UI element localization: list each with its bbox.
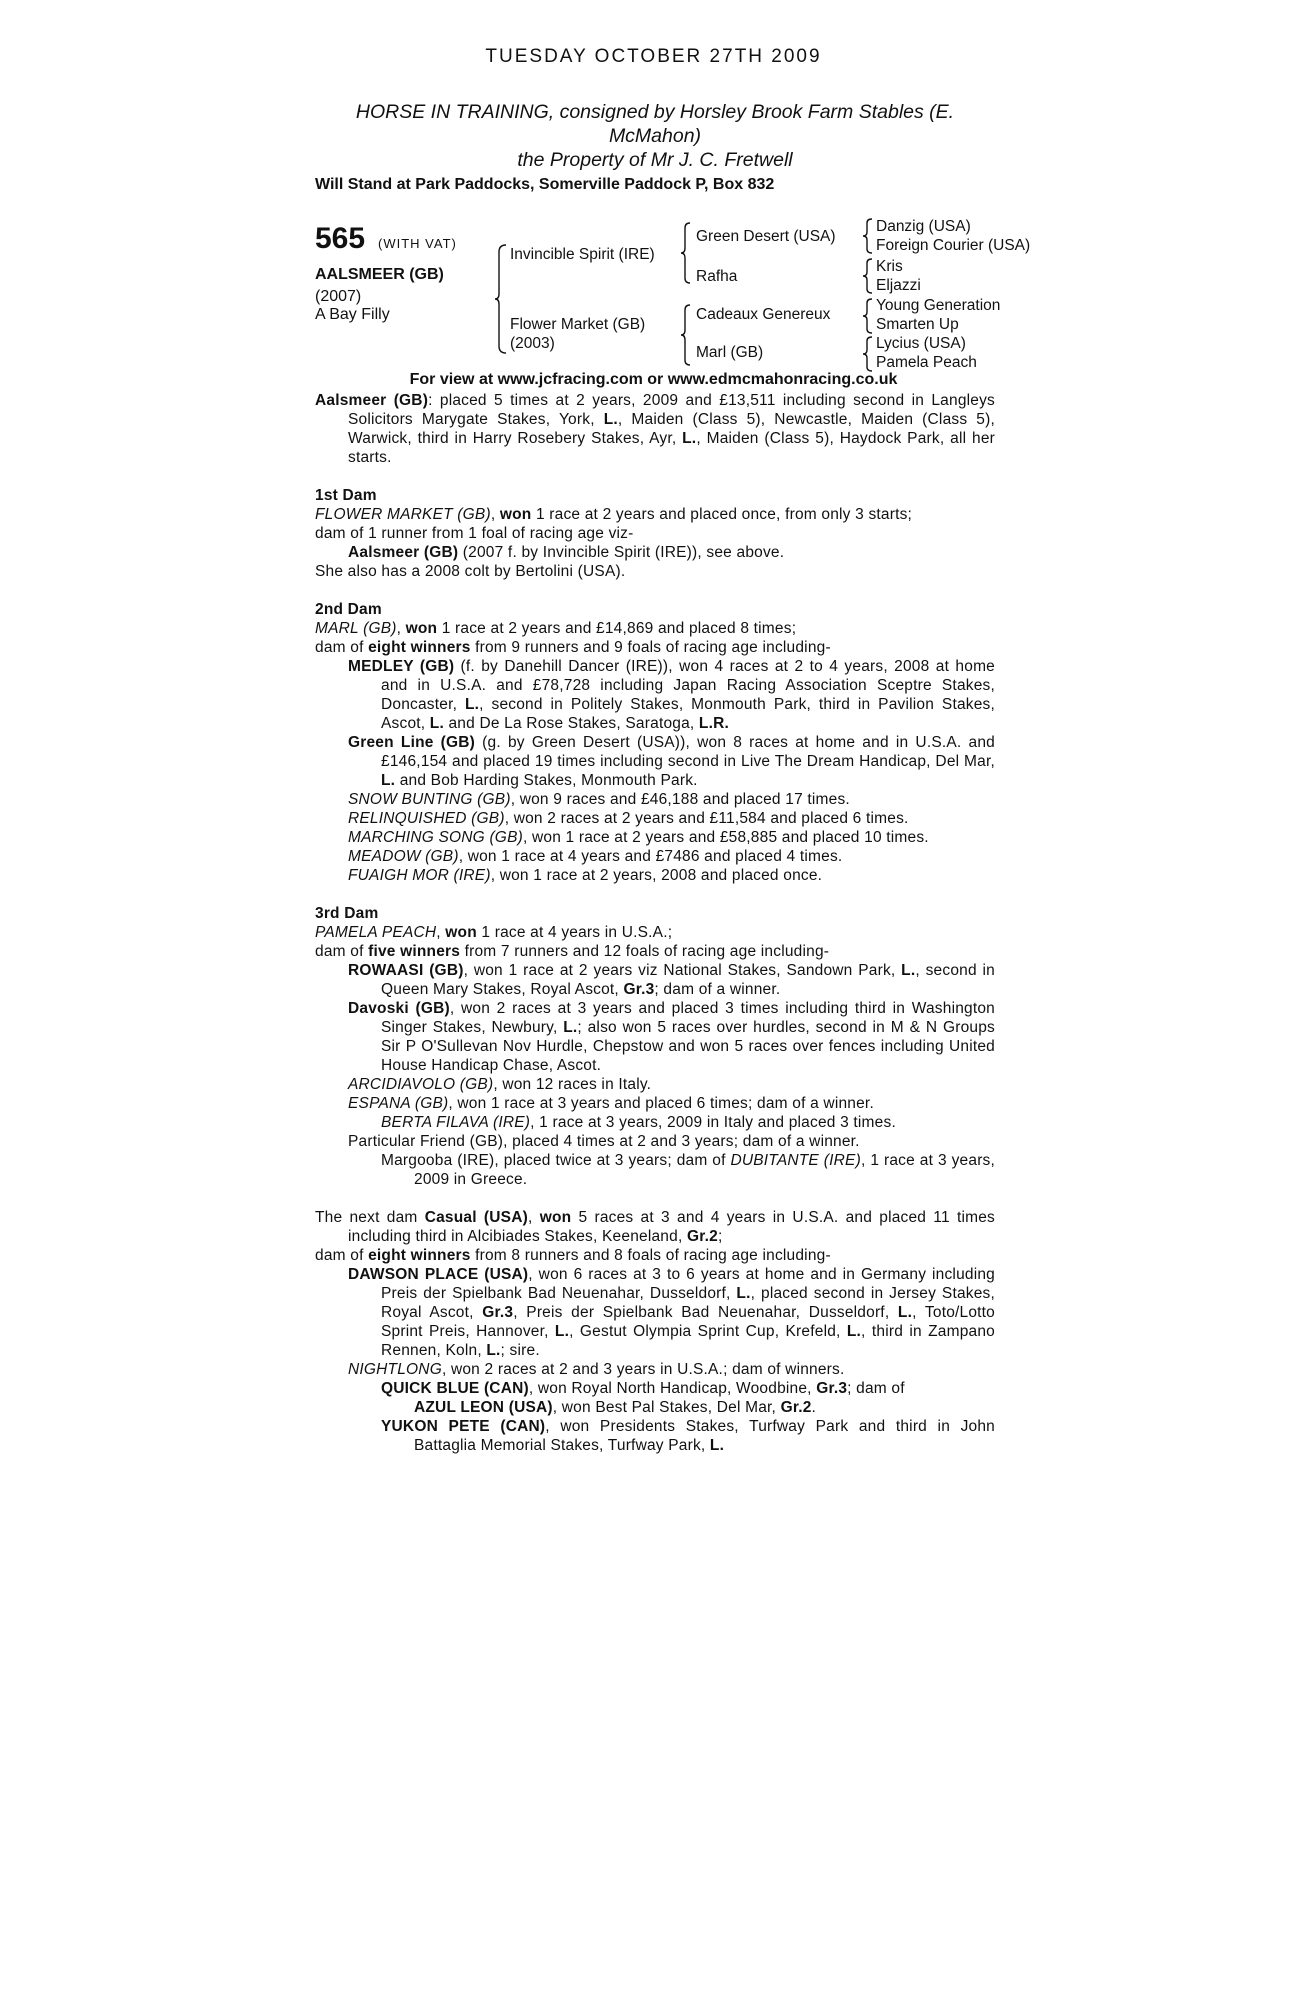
produce-text: , placed second in Jersey Stakes, Royal Ascot, (381, 1285, 995, 1321)
produce-entry (315, 733, 995, 790)
section-heading: 1st Dam (315, 487, 377, 504)
pedigree-sire-dam: Rafha (696, 268, 738, 285)
listed-mark: L. (429, 715, 444, 732)
dam-record-text: 5 races at 3 and 4 years in U.S.A. and placed 11 times including third in Alcibiades Stakes, Keeneland, (348, 1209, 996, 1245)
produce-entry (315, 847, 995, 866)
produce-name: SNOW BUNTING (GB) (348, 791, 511, 808)
listed-mark: L. (381, 772, 396, 789)
produce-summary (315, 942, 995, 961)
section-heading: 3rd Dam (315, 905, 379, 922)
listed-mark: L. (554, 1323, 570, 1340)
produce-text: , won 2 races at 3 years and placed 3 times including third in Washington Singer Stakes, Newbury, (381, 1000, 996, 1036)
produce-text: , won Royal North Handicap, Woodbine, (528, 1380, 817, 1397)
produce-text: , 1 race at 3 years, 2009 in Greece. (414, 1152, 996, 1188)
produce-entry (315, 1360, 995, 1379)
produce-name: FUAIGH MOR (IRE) (348, 867, 491, 884)
produce-name: DAWSON PLACE (USA) (348, 1266, 529, 1283)
produce-text: , won 1 race at 2 years, 2008 and placed once. (490, 867, 823, 884)
produce-text: , second in Politely Stakes, Monmouth Park, third in Pavilion Stakes, Ascot, (381, 696, 995, 732)
listed-mark: L. (897, 1304, 913, 1321)
produce-name: ESPANA (GB) (348, 1095, 449, 1112)
pedigree-brace-main (494, 244, 508, 354)
produce-text: . (811, 1399, 817, 1416)
consignment-block (315, 100, 995, 172)
listed-mark: L. (709, 1437, 725, 1454)
pedigree-dam-year: (2003) (510, 335, 555, 352)
produce-name: YUKON PETE (CAN) (381, 1418, 546, 1435)
produce-text: , won 1 race at 3 years and placed 6 times; dam of a winner. (448, 1095, 874, 1112)
dam-record-text: 1 race at 4 years in U.S.A.; (476, 924, 673, 941)
produce-name: ROWAASI (GB) (348, 962, 464, 979)
dam-record-text: 1 race at 2 years and placed once, from only 3 starts; (531, 506, 913, 523)
produce-entry (315, 543, 995, 562)
produce-name: RELINQUISHED (GB) (348, 810, 505, 827)
produce-text: ; dam of a winner. (654, 981, 781, 998)
produce-summary-text: dam of (315, 1247, 369, 1264)
produce-entry-second-gen (315, 1379, 995, 1398)
pedigree-g4: Eljazzi (876, 277, 921, 294)
produce-summary-text: from 8 runners and 8 foals of racing age including- (470, 1247, 831, 1264)
won-label: won (405, 620, 438, 637)
produce-text: , Gestut Olympia Sprint Cup, Krefeld, (569, 1323, 847, 1340)
pedigree-g5: Young Generation (876, 297, 1001, 314)
produce-name: QUICK BLUE (CAN) (381, 1380, 529, 1397)
dam-record-text: 1 race at 2 years and £14,869 and placed 8 times; (437, 620, 797, 637)
produce-entry (315, 1094, 995, 1113)
summary-text: , Maiden (Class 5), Haydock Park, all her starts. (348, 430, 995, 466)
produce-text: , won 1 race at 2 years and £58,885 and placed 10 times. (522, 829, 929, 846)
horse-year: (2007) (315, 288, 362, 305)
pedigree-g7: Lycius (USA) (876, 335, 966, 352)
group-mark: Gr.2 (686, 1228, 718, 1245)
third-dam-section (315, 904, 995, 1189)
produce-summary (315, 638, 995, 657)
first-dam-section (315, 486, 995, 581)
section-heading: 2nd Dam (315, 601, 382, 618)
produce-text: , won Presidents Stakes, Turfway Park and third in John Battaglia Memorial Stakes, Turfway Park, (414, 1418, 995, 1454)
pedigree-brace-sire (680, 222, 692, 284)
horse-description: A Bay Filly (315, 306, 390, 323)
pedigree-brace-g3 (862, 298, 874, 334)
pedigree-brace-g4 (862, 336, 874, 372)
dam-name: PAMELA PEACH (315, 924, 437, 941)
produce-text: , won 2 races at 2 and 3 years in U.S.A.; dam of winners. (441, 1361, 845, 1378)
winners-count: eight winners (368, 639, 471, 656)
produce-name: NIGHTLONG (348, 1361, 442, 1378)
produce-text: , second in Queen Mary Stakes, Royal Ascot, (381, 962, 995, 998)
winners-count: eight winners (368, 1247, 471, 1264)
produce-text: , won 2 races at 2 years and £11,584 and placed 6 times. (504, 810, 909, 827)
horse-summary (315, 391, 995, 467)
produce-text: , Toto/Lotto Sprint Preis, Hannover, (381, 1304, 995, 1340)
produce-entry-second-gen (315, 1417, 995, 1455)
next-dam-section (315, 1208, 995, 1455)
produce-text: , won 12 races in Italy. (493, 1076, 652, 1093)
listed-mark: L. (603, 411, 618, 428)
pedigree-brace-dam (680, 304, 692, 366)
produce-text: , won 9 races and £46,188 and placed 17 times. (510, 791, 850, 808)
produce-text: (g. by Green Desert (USA)), won 8 races at home and in U.S.A. and £146,154 and placed 19 times including second in Live The Dream Handicap, Del Mar, (381, 734, 995, 770)
dam-record: The next dam Casual (USA), won 5 races at 3 and 4 years in U.S.A. and placed 11 times including third in Alcibiades Stakes, Keeneland, Gr.2; (315, 1209, 996, 1245)
pedigree-brace-g2 (862, 258, 874, 294)
produce-text: , won 1 race at 2 years viz National Stakes, Sandown Park, (463, 962, 902, 979)
listed-mark: L. (682, 430, 697, 447)
consignor-line: HORSE IN TRAINING, consigned by Horsley Brook Farm Stables (E. McMahon) (355, 101, 955, 147)
group-mark: Gr.3 (816, 1380, 848, 1397)
dam-record: MARL (GB), won 1 race at 2 years and £14,869 and placed 8 times; (315, 620, 797, 637)
stabling-line: Will Stand at Park Paddocks, Somerville Paddock P, Box 832 (315, 176, 775, 193)
produce-text: , won Best Pal Stakes, Del Mar, (552, 1399, 781, 1416)
summary-text: , Maiden (Class 5), Newcastle, Maiden (Class 5), Warwick, third in Harry Rosebery Stakes, Ayr, (348, 411, 996, 447)
produce-name: MEADOW (GB) (348, 848, 459, 865)
produce-text: , Preis der Spielbank Bad Neuenahar, Dusseldorf, (513, 1304, 898, 1321)
produce-summary-text: from 7 runners and 12 foals of racing age including- (460, 943, 830, 960)
listed-mark: L. (846, 1323, 862, 1340)
produce-name: BERTA FILAVA (IRE) (381, 1114, 531, 1131)
produce-text: (2007 f. by Invincible Spirit (IRE)), see above. (458, 544, 785, 561)
produce-text: ; dam of (847, 1380, 905, 1397)
pedigree-dam-dam: Marl (GB) (696, 344, 764, 361)
produce-text: and De La Rose Stakes, Saratoga, (443, 715, 699, 732)
produce-entry: Particular Friend (GB), placed 4 times at 2 and 3 years; dam of a winner. (348, 1133, 860, 1150)
listed-mark: L. (563, 1019, 578, 1036)
pedigree-g3: Kris (876, 258, 903, 275)
pedigree-dam: Flower Market (GB) (510, 316, 646, 333)
produce-name: AZUL LEON (USA) (414, 1399, 553, 1416)
won-label: won (499, 506, 532, 523)
dam-name: MARL (GB) (315, 620, 397, 637)
produce-summary: dam of 1 runner from 1 foal of racing age viz- (315, 525, 634, 542)
produce-text: , won 6 races at 3 to 6 years at home and in Germany including Preis der Spielbank Bad Neuenahar, Dusseldorf, (381, 1266, 996, 1302)
produce-entry (315, 828, 995, 847)
pedigree-brace-g1 (862, 218, 874, 254)
produce-entry (315, 1265, 995, 1360)
summary-text: : placed 5 times at 2 years, 2009 and £13,511 including second in Langleys Solicitors Marygate Stakes, York, (348, 392, 996, 428)
winners-count: five winners (368, 943, 461, 960)
produce-entry (315, 961, 995, 999)
produce-summary-text: from 9 runners and 9 foals of racing age including- (470, 639, 831, 656)
produce-entry-second-gen (315, 1113, 995, 1132)
produce-name: Green Line (GB) (348, 734, 476, 751)
pedigree-g8: Pamela Peach (876, 354, 977, 371)
produce-name: DUBITANTE (IRE) (730, 1152, 861, 1169)
listed-mark: L. (901, 962, 916, 979)
pedigree-sire-sire: Green Desert (USA) (696, 228, 836, 245)
won-label: won (539, 1209, 572, 1226)
produce-summary-text: dam of (315, 639, 369, 656)
group-mark: Gr.3 (482, 1304, 514, 1321)
property-line: the Property of Mr J. C. Fretwell (517, 149, 793, 171)
pedigree-g1: Danzig (USA) (876, 218, 971, 235)
produce-name: Aalsmeer (GB) (348, 544, 459, 561)
produce-name: MEDLEY (GB) (348, 658, 455, 675)
produce-entry (315, 866, 995, 885)
dam-record: FLOWER MARKET (GB), won 1 race at 2 years and placed once, from only 3 starts; (315, 506, 913, 523)
vat-note: (WITH VAT) (378, 236, 457, 251)
produce-note: She also has a 2008 colt by Bertolini (USA). (315, 563, 626, 580)
produce-entry (315, 1075, 995, 1094)
sale-date: TUESDAY OCTOBER 27TH 2009 (485, 46, 822, 67)
catalogue-body (315, 391, 995, 1455)
dam-name: FLOWER MARKET (GB) (315, 506, 491, 523)
listed-mark: L. (464, 696, 480, 713)
dam-record: PAMELA PEACH, won 1 race at 4 years in U.S.A.; (315, 924, 673, 941)
group-mark: Gr.2 (780, 1399, 812, 1416)
produce-entry (315, 657, 995, 733)
second-dam-section (315, 600, 995, 885)
produce-text: ; also won 5 races over hurdles, second in M & N Groups Sir P O'Sullevan Nov Hurdle, Chepstow and won 5 races over fences including United House Handicap Chase, Ascot. (381, 1019, 995, 1074)
dam-record-text: ; (717, 1228, 723, 1245)
won-label: won (445, 924, 477, 941)
lot-number: 565 (315, 222, 366, 255)
produce-name: MARCHING SONG (GB) (348, 829, 523, 846)
listed-mark: L. (486, 1342, 501, 1359)
produce-entry-third-gen (315, 1398, 995, 1417)
produce-text: and Bob Harding Stakes, Monmouth Park. (395, 772, 698, 789)
pedigree-sire: Invincible Spirit (IRE) (510, 246, 655, 263)
pedigree-g2: Foreign Courier (USA) (876, 237, 1031, 254)
produce-name: ARCIDIAVOLO (GB) (348, 1076, 494, 1093)
pedigree-dam-sire: Cadeaux Genereux (696, 306, 831, 323)
listed-mark: L. (736, 1285, 751, 1302)
produce-entry-second-gen (315, 1151, 995, 1189)
listed-mark: L.R. (698, 715, 729, 732)
horse-name: AALSMEER (GB) (315, 266, 444, 283)
produce-entry (315, 790, 995, 809)
produce-text: , 1 race at 3 years, 2009 in Italy and placed 3 times. (530, 1114, 896, 1131)
produce-summary (315, 1246, 995, 1265)
produce-text: (f. by Danehill Dancer (IRE)), won 4 races at 2 to 4 years, 2008 at home and in U.S.A. and £78,728 including Japan Racing Association Sceptre Stakes, Doncaster, (381, 658, 995, 713)
produce-entry (315, 809, 995, 828)
produce-text: ; sire. (500, 1342, 540, 1359)
dam-record-text: The next dam (315, 1209, 425, 1226)
pedigree-g6: Smarten Up (876, 316, 959, 333)
produce-name: Davoski (GB) (348, 1000, 450, 1017)
summary-horse-name: Aalsmeer (GB) (315, 392, 429, 409)
produce-entry (315, 999, 995, 1075)
view-online-line: For view at www.jcfracing.com or www.edmcmahonracing.co.uk (409, 371, 898, 388)
group-mark: Gr.3 (623, 981, 655, 998)
produce-text: , third in Zampano Rennen, Koln, (381, 1323, 995, 1359)
produce-text: Margooba (IRE), placed twice at 3 years; dam of (381, 1152, 731, 1169)
produce-summary-text: dam of (315, 943, 369, 960)
dam-name: Casual (USA) (424, 1209, 528, 1226)
produce-text: , won 1 race at 4 years and £7486 and placed 4 times. (458, 848, 843, 865)
